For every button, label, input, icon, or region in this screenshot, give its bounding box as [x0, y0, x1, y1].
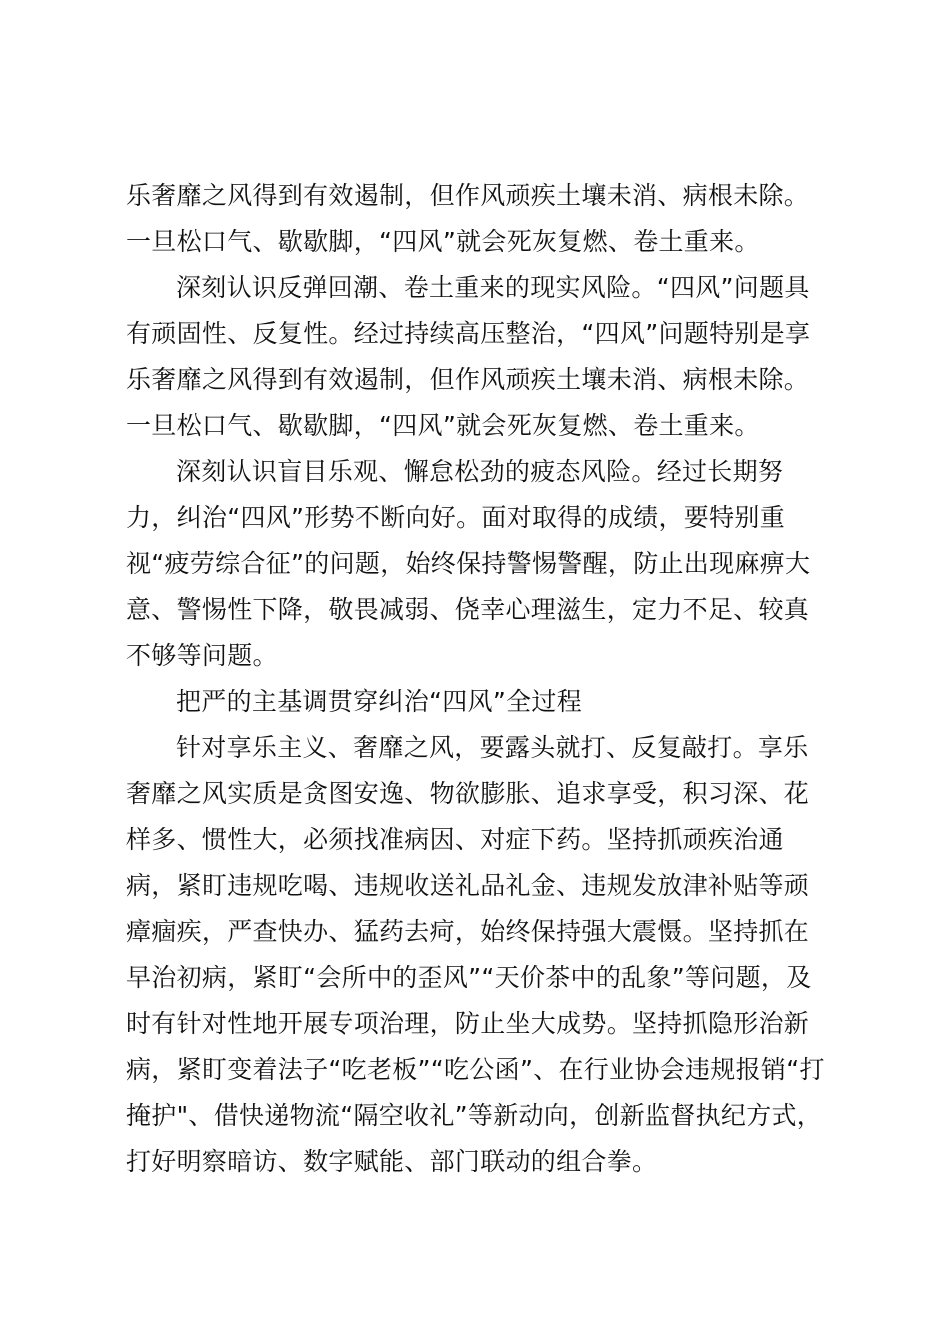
text-line-21: 掩护"、借快递物流“隔空收礼”等新动向，创新监督执纪方式，	[126, 1101, 823, 1130]
text-line-3: 深刻认识反弹回潮、卷土重来的现实风险。“四风”问题具	[176, 273, 810, 302]
text-line-10: 意、警惕性下降，敬畏减弱、侥幸心理滋生，定力不足、较真	[126, 595, 810, 624]
text-line-8: 力，纠治“四风”形势不断向好。面对取得的成绩，要特别重	[126, 503, 786, 532]
text-line-6: 一旦松口气、歇歇脚，“四风”就会死灰复燃、卷土重来。	[126, 411, 760, 440]
text-line-16: 病，紧盯违规吃喝、违规收送礼品礼金、违规发放津补贴等顽	[126, 871, 810, 900]
text-line-1: 乐奢靡之风得到有效遏制，但作风顽疾土壤未消、病根未除。	[126, 181, 810, 210]
text-line-9: 视“疲劳综合征”的问题，始终保持警惕警醒，防止出现麻痹大	[126, 549, 811, 578]
text-line-2: 一旦松口气、歇歇脚，“四风”就会死灰复燃、卷土重来。	[126, 227, 760, 256]
text-line-5: 乐奢靡之风得到有效遏制，但作风顽疾土壤未消、病根未除。	[126, 365, 810, 394]
text-line-19: 时有针对性地开展专项治理，防止坐大成势。坚持抓隐形治新	[126, 1009, 810, 1038]
text-line-18: 早治初病，紧盯“会所中的歪风”“天价茶中的乱象”等问题，及	[126, 963, 812, 992]
text-line-17: 瘴痼疾，严查快办、猛药去疴，始终保持强大震慑。坚持抓在	[126, 917, 810, 946]
text-line-7: 深刻认识盲目乐观、懈怠松劲的疲态风险。经过长期努	[176, 457, 784, 486]
text-line-11: 不够等问题。	[126, 641, 278, 670]
text-line-4: 有顽固性、反复性。经过持续高压整治，“四风”问题特别是享	[126, 319, 811, 348]
text-line-14: 奢靡之风实质是贪图安逸、物欲膨胀、追求享受，积习深、花	[126, 779, 810, 808]
text-line-15: 样多、惯性大，必须找准病因、对症下药。坚持抓顽疾治通	[126, 825, 784, 854]
text-line-20: 病，紧盯变着法子“吃老板”“吃公函”、在行业协会违规报销“打	[126, 1055, 825, 1084]
text-line-22: 打好明察暗访、数字赋能、部门联动的组合拳。	[126, 1147, 658, 1176]
section-heading: 把严的主基调贯穿纠治“四风”全过程	[176, 687, 583, 716]
text-line-13: 针对享乐主义、奢靡之风，要露头就打、反复敲打。享乐	[176, 733, 809, 762]
